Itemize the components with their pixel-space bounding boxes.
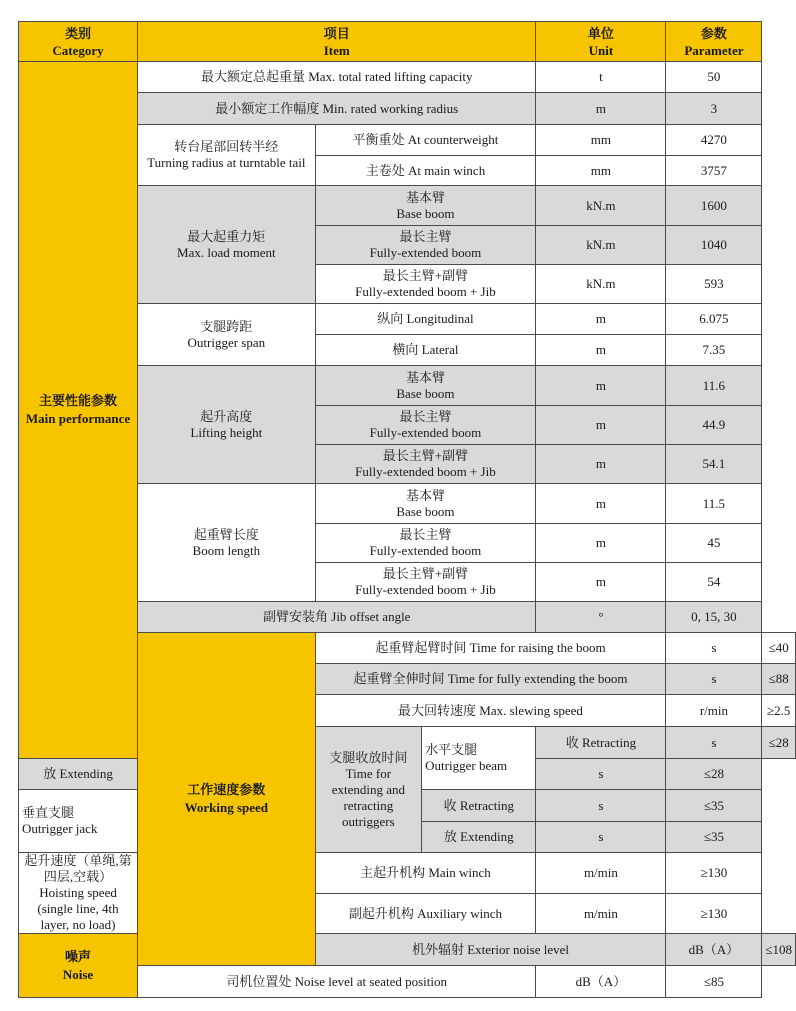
item-label: 收 Retracting [422, 790, 536, 822]
unit-cell: m [536, 563, 666, 602]
unit-cell: m [536, 484, 666, 524]
value-cell: ≤85 [666, 966, 762, 998]
unit-cell: mm [536, 125, 666, 156]
value-cell: ≤88 [762, 664, 796, 695]
unit-cell: m [536, 406, 666, 445]
value-cell: 3757 [666, 156, 762, 186]
table-row [19, 62, 796, 93]
item-label: 横向 Lateral [315, 335, 536, 366]
item-label: 放 Extending [422, 822, 536, 853]
item-label: 最长主臂 Fully-extended boom [315, 406, 536, 445]
item-label: 最长主臂+副臂 Fully-extended boom + Jib [315, 563, 536, 602]
item-label: 放 Extending [19, 759, 138, 790]
category-main: 主要性能参数 Main performance [19, 62, 138, 759]
table-row [19, 853, 796, 894]
item-label: 最长主臂 Fully-extended boom [315, 226, 536, 265]
header-unit: 单位 Unit [536, 22, 666, 62]
item-label: 起重臂全伸时间 Time for fully extending the boom [315, 664, 666, 695]
group-label-outrigger: 支腿收放时间 Time for extending and retracting outriggers [315, 727, 422, 853]
item-label: 副臂安装角 Jib offset angle [138, 602, 536, 633]
unit-cell: m [536, 366, 666, 406]
unit-cell: ° [536, 602, 666, 633]
item-label: 最大回转速度 Max. slewing speed [315, 695, 666, 727]
group-label-boom: 起重臂长度 Boom length [138, 484, 315, 602]
value-cell: ≤40 [762, 633, 796, 664]
value-cell: ≥130 [666, 853, 762, 894]
value-cell: 7.35 [666, 335, 762, 366]
unit-cell: kN.m [536, 265, 666, 304]
item-label: 最长主臂+副臂 Fully-extended boom + Jib [315, 445, 536, 484]
unit-cell: s [536, 790, 666, 822]
category-speed: 工作速度参数 Working speed [138, 633, 315, 966]
group-label-hoist: 起升速度（单绳,第四层,空载） Hoisting speed (single line, 4th layer, no load) [19, 853, 138, 934]
unit-cell: s [666, 664, 762, 695]
header-parameter: 参数 Parameter [666, 22, 762, 62]
value-cell: 3 [666, 93, 762, 125]
header-category: 类别 Category [19, 22, 138, 62]
value-cell: ≤108 [762, 934, 796, 966]
value-cell: ≤28 [666, 759, 762, 790]
unit-cell: m [536, 335, 666, 366]
unit-cell: dB（A） [666, 934, 762, 966]
value-cell: 45 [666, 524, 762, 563]
item-label: 平衡重处 At counterweight [315, 125, 536, 156]
unit-cell: m [536, 304, 666, 335]
table-row [19, 934, 796, 966]
item-label: 收 Retracting [536, 727, 666, 759]
value-cell: 11.5 [666, 484, 762, 524]
item-label: 起重臂起臂时间 Time for raising the boom [315, 633, 666, 664]
value-cell: 6.075 [666, 304, 762, 335]
value-cell: 1600 [666, 186, 762, 226]
value-cell: 11.6 [666, 366, 762, 406]
item-label: 主卷处 At main winch [315, 156, 536, 186]
item-label: 机外辐射 Exterior noise level [315, 934, 666, 966]
unit-cell: mm [536, 156, 666, 186]
unit-cell: m [536, 524, 666, 563]
group-label-tail: 转台尾部回转半经 Turning radius at turntable tail [138, 125, 315, 186]
value-cell: ≤28 [762, 727, 796, 759]
item-label: 司机位置处 Noise level at seated position [138, 966, 536, 998]
unit-cell: m/min [536, 894, 666, 934]
value-cell: 0, 15, 30 [666, 602, 762, 633]
value-cell: ≤35 [666, 790, 762, 822]
value-cell: 593 [666, 265, 762, 304]
value-cell: 4270 [666, 125, 762, 156]
unit-cell: s [666, 633, 762, 664]
item-label: 最长主臂 Fully-extended boom [315, 524, 536, 563]
outrigger-beam-label: 水平支腿 Outrigger beam [422, 727, 536, 790]
group-label-span: 支腿跨距 Outrigger span [138, 304, 315, 366]
value-cell: 1040 [666, 226, 762, 265]
item-label: 基本臂 Base boom [315, 186, 536, 226]
unit-cell: dB（A） [536, 966, 666, 998]
item-label: 纵向 Longitudinal [315, 304, 536, 335]
unit-cell: s [536, 822, 666, 853]
value-cell: 54 [666, 563, 762, 602]
unit-cell: kN.m [536, 226, 666, 265]
unit-cell: s [536, 759, 666, 790]
item-label: 基本臂 Base boom [315, 366, 536, 406]
header-row [19, 22, 796, 62]
value-cell: ≥2.5 [762, 695, 796, 727]
group-label-height: 起升高度 Lifting height [138, 366, 315, 484]
value-cell: ≤35 [666, 822, 762, 853]
item-label: 最小额定工作幅度 Min. rated working radius [138, 93, 536, 125]
item-label: 基本臂 Base boom [315, 484, 536, 524]
value-cell: 44.9 [666, 406, 762, 445]
item-label: 最长主臂+副臂 Fully-extended boom + Jib [315, 265, 536, 304]
value-cell: 50 [666, 62, 762, 93]
unit-cell: m [536, 93, 666, 125]
group-label-moment: 最大起重力矩 Max. load moment [138, 186, 315, 304]
unit-cell: s [666, 727, 762, 759]
unit-cell: kN.m [536, 186, 666, 226]
unit-cell: r/min [666, 695, 762, 727]
outrigger-jack-label: 垂直支腿 Outrigger jack [19, 790, 138, 853]
category-noise: 噪声 Noise [19, 934, 138, 998]
unit-cell: m/min [536, 853, 666, 894]
unit-cell: t [536, 62, 666, 93]
header-item: 项目 Item [138, 22, 536, 62]
value-cell: 54.1 [666, 445, 762, 484]
value-cell: ≥130 [666, 894, 762, 934]
item-label: 最大额定总起重量 Max. total rated lifting capacity [138, 62, 536, 93]
item-label: 副起升机构 Auxiliary winch [315, 894, 536, 934]
item-label: 主起升机构 Main winch [315, 853, 536, 894]
unit-cell: m [536, 445, 666, 484]
spec-table [18, 21, 796, 998]
